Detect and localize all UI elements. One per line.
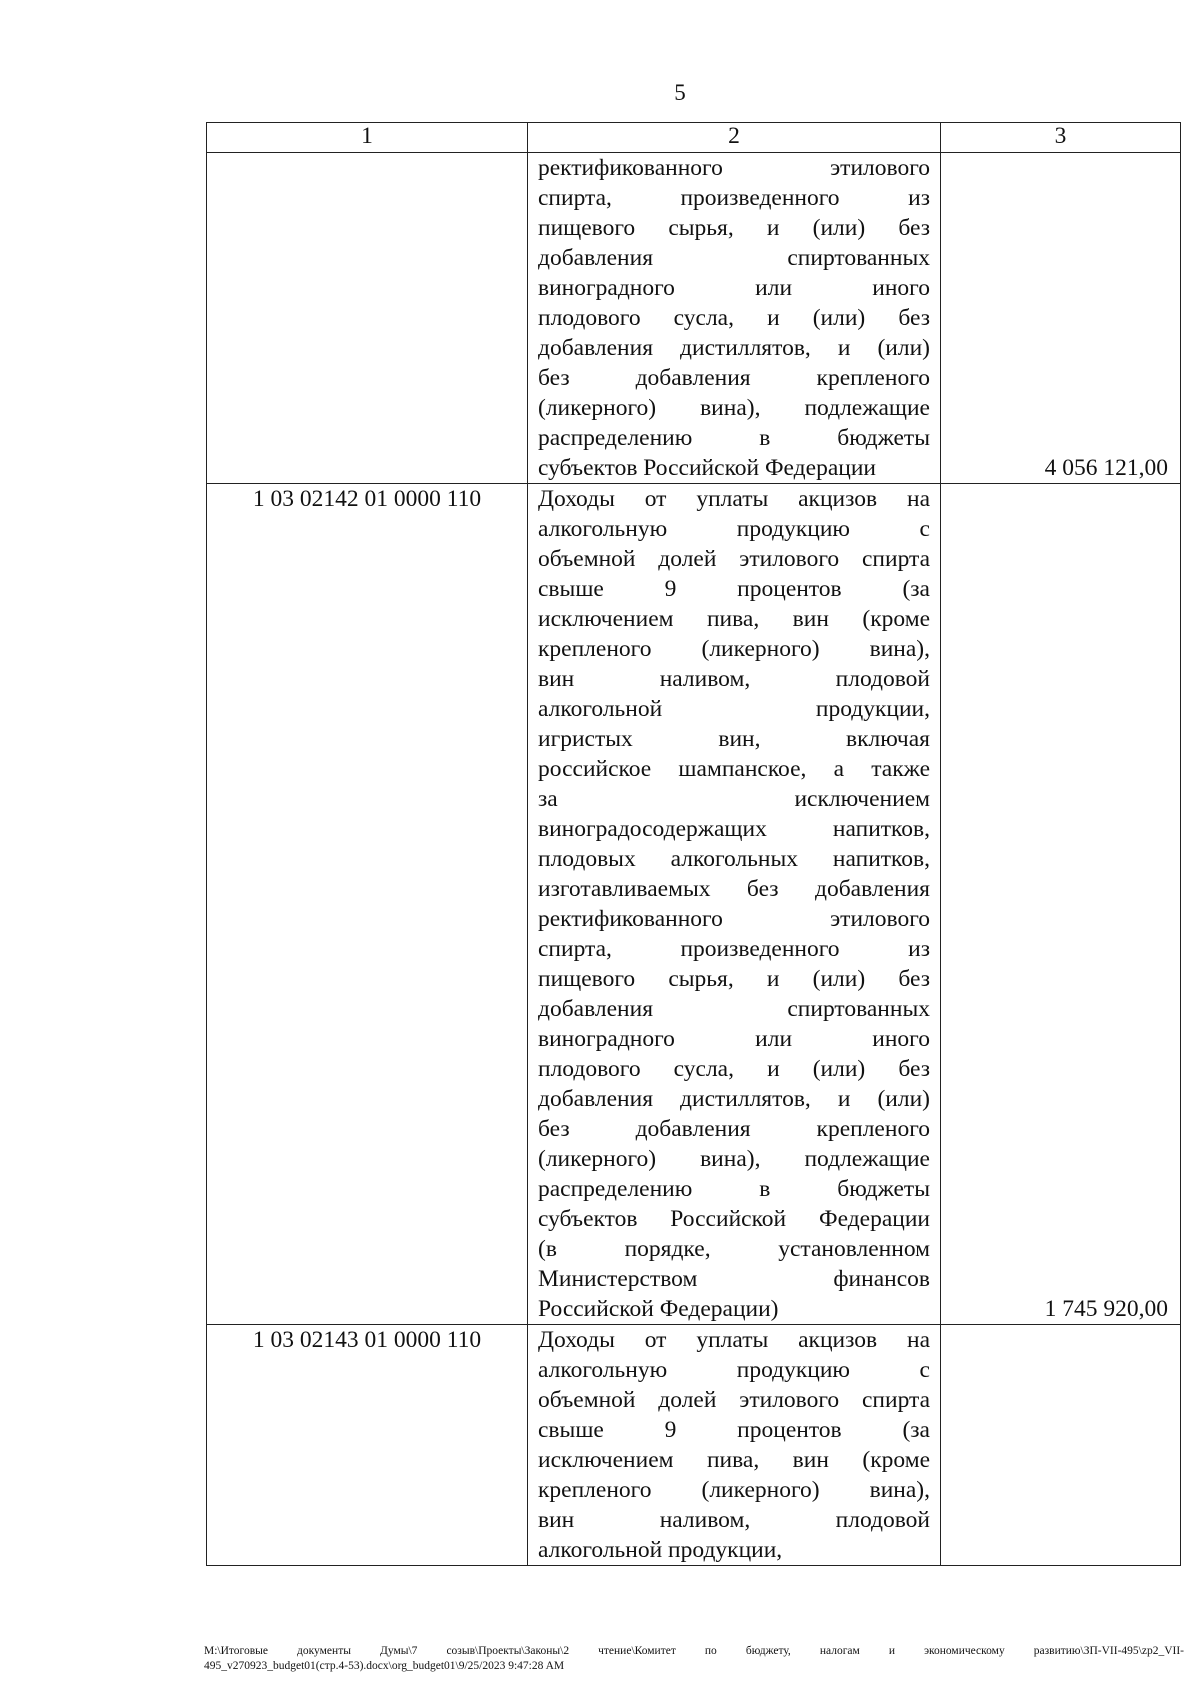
description-line: алкогольную продукцию с (538, 516, 930, 542)
column-header: 2 (528, 123, 941, 153)
description-cell (528, 1325, 941, 1566)
description-line: (ликерного) вина), подлежащие (538, 395, 930, 421)
description-line: свыше 9 процентов (за (538, 1417, 930, 1443)
footer-file-path (204, 1644, 1184, 1674)
description-line: крепленого (ликерного) вина), (538, 1477, 930, 1503)
description-line: распределению в бюджеты (538, 425, 930, 451)
description-line: объемной долей этилового спирта (538, 1387, 930, 1413)
description-line: алкогольной продукции, (538, 1537, 783, 1563)
budget-code-cell: 1 03 02142 01 0000 110 (207, 484, 528, 1325)
description-line: пищевого сырья, и (или) без (538, 215, 930, 241)
description-line: добавления дистиллятов, и (или) (538, 1086, 930, 1112)
description-line: (ликерного) вина), подлежащие (538, 1146, 930, 1172)
description-line: ректификованного этилового (538, 155, 930, 181)
description-line: ректификованного этилового (538, 906, 930, 932)
description-line: без добавления крепленого (538, 365, 930, 391)
description-line: игристых вин, включая (538, 726, 930, 752)
description-line: Российской Федерации) (538, 1296, 779, 1322)
description-line: виноградного или иного (538, 275, 930, 301)
column-header: 3 (941, 123, 1181, 153)
description-line: плодового сусла, и (или) без (538, 305, 930, 331)
description-line: исключением пива, вин (кроме (538, 1447, 930, 1473)
budget-code-cell (207, 153, 528, 484)
description-line: субъектов Российской Федерации (538, 455, 876, 481)
description-line: свыше 9 процентов (за (538, 576, 930, 602)
amount-cell: 1 745 920,00 (941, 484, 1181, 1325)
description-cell (528, 484, 941, 1325)
description-line: виноградосодержащих напитков, (538, 816, 930, 842)
description-line: за исключением (538, 786, 930, 812)
column-header: 1 (207, 123, 528, 153)
description-line: алкогольную продукцию с (538, 1357, 930, 1383)
description-line: спирта, произведенного из (538, 936, 930, 962)
description-line: объемной долей этилового спирта (538, 546, 930, 572)
description-line: крепленого (ликерного) вина), (538, 636, 930, 662)
budget-code-cell: 1 03 02143 01 0000 110 (207, 1325, 528, 1566)
description-line: изготавливаемых без добавления (538, 876, 930, 902)
description-line: Доходы от уплаты акцизов на (538, 486, 930, 512)
description-line: добавления спиртованных (538, 245, 930, 271)
description-line: добавления дистиллятов, и (или) (538, 335, 930, 361)
amount-cell (941, 1325, 1181, 1566)
description-line: плодового сусла, и (или) без (538, 1056, 930, 1082)
table-row (207, 1325, 1181, 1566)
table-body (207, 153, 1181, 1566)
description-line: спирта, произведенного из (538, 185, 930, 211)
footer-line: М:\Итоговые документы Думы\7 созыв\Проекты\Законы\2 чтение\Комитет по бюджету, налогам и экономическому развитию\ЗП-VII-495\zp2_VII- (204, 1645, 1184, 1657)
description-line: добавления спиртованных (538, 996, 930, 1022)
description-line: вин наливом, плодовой (538, 1507, 930, 1533)
description-line: исключением пива, вин (кроме (538, 606, 930, 632)
description-line: вин наливом, плодовой (538, 666, 930, 692)
description-line: субъектов Российской Федерации (538, 1206, 930, 1232)
description-line: распределению в бюджеты (538, 1176, 930, 1202)
table-header-row (207, 123, 1181, 153)
description-line: без добавления крепленого (538, 1116, 930, 1142)
description-line: алкогольной продукции, (538, 696, 930, 722)
table-row (207, 484, 1181, 1325)
footer-line: 495_v270923_budget01(стр.4-53).docx\org_budget01\9/25/2023 9:47:28 AM (204, 1660, 565, 1672)
description-cell (528, 153, 941, 484)
description-line: (в порядке, установленном (538, 1236, 930, 1262)
table-row (207, 153, 1181, 484)
description-line: Доходы от уплаты акцизов на (538, 1327, 930, 1353)
description-line: пищевого сырья, и (или) без (538, 966, 930, 992)
page-number: 5 (674, 80, 686, 105)
description-line: плодовых алкогольных напитков, (538, 846, 930, 872)
amount-cell: 4 056 121,00 (941, 153, 1181, 484)
description-line: виноградного или иного (538, 1026, 930, 1052)
description-line: российское шампанское, а также (538, 756, 930, 782)
description-line: Министерством финансов (538, 1266, 930, 1292)
budget-table (206, 122, 1181, 1566)
